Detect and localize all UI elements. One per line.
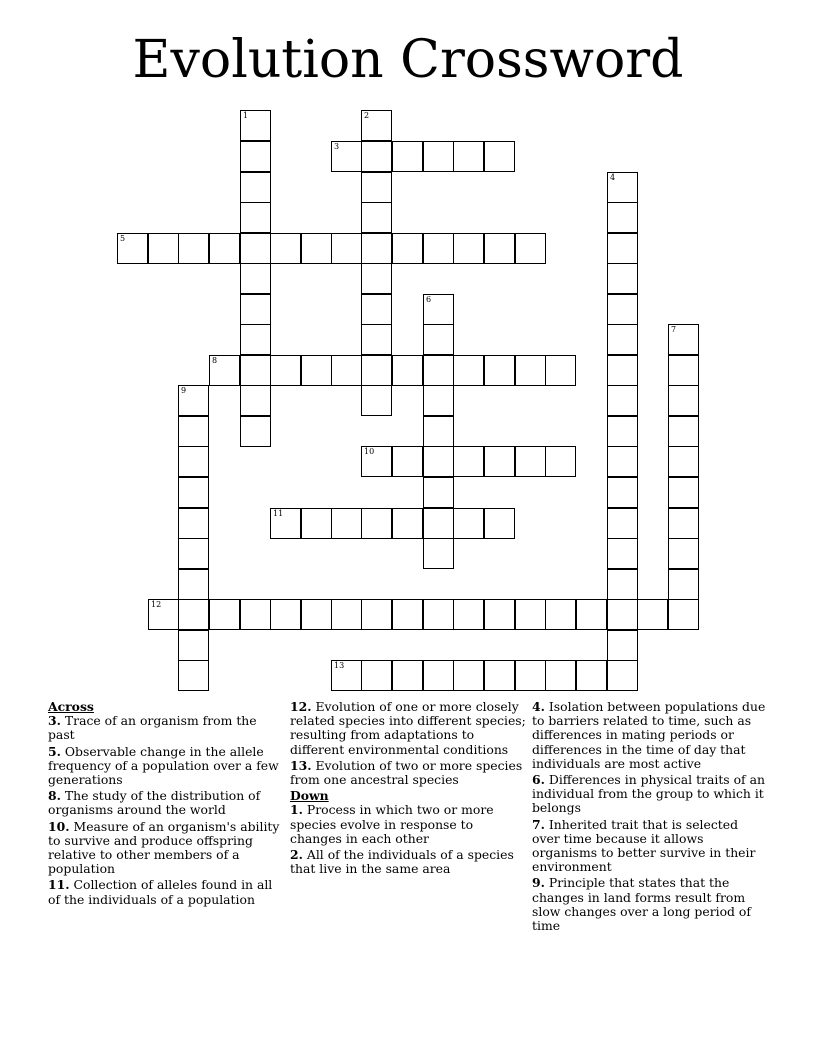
crossword-cell[interactable]: [668, 385, 699, 416]
clue-number: 13.: [290, 757, 312, 773]
crossword-cell[interactable]: [361, 385, 392, 416]
cell-number: 3: [334, 142, 340, 151]
crossword-cell[interactable]: [392, 599, 423, 630]
crossword-cell[interactable]: [209, 233, 240, 264]
crossword-cell[interactable]: [361, 324, 392, 355]
cell-number: 13: [334, 661, 345, 670]
crossword-cell[interactable]: [392, 660, 423, 691]
cell-number: 6: [426, 295, 432, 304]
clue-text: Observable change in the allele frequency of a population over a few generations: [48, 743, 279, 788]
clue-across-8: [48, 789, 284, 817]
crossword-cell[interactable]: [484, 233, 515, 264]
crossword-cell[interactable]: [423, 477, 454, 508]
crossword-cell[interactable]: [178, 477, 209, 508]
clue-text: Evolution of two or more species from one ancestral species: [290, 757, 523, 788]
crossword-cell[interactable]: [484, 141, 515, 172]
crossword-cell[interactable]: [545, 599, 576, 630]
crossword-cell[interactable]: [178, 416, 209, 447]
crossword-cell[interactable]: [270, 599, 301, 630]
crossword-cell[interactable]: [270, 233, 301, 264]
crossword-cell[interactable]: [607, 324, 638, 355]
crossword-cell[interactable]: [361, 355, 392, 386]
crossword-cell[interactable]: [668, 355, 699, 386]
crossword-cell[interactable]: [668, 599, 699, 630]
crossword-cell[interactable]: [178, 660, 209, 691]
clue-down-6: [532, 773, 768, 816]
crossword-cell[interactable]: [607, 599, 638, 630]
clues-column-3: [532, 700, 768, 935]
clue-across-12: [290, 700, 526, 757]
crossword-cell[interactable]: [240, 599, 271, 630]
crossword-cell[interactable]: [361, 508, 392, 539]
crossword-cell[interactable]: [484, 508, 515, 539]
crossword-cell[interactable]: [240, 233, 271, 264]
crossword-cell[interactable]: [607, 569, 638, 600]
crossword-cell[interactable]: [668, 324, 699, 355]
clue-number: 12.: [290, 699, 312, 714]
clue-number: 11.: [48, 877, 70, 893]
crossword-cell[interactable]: [392, 446, 423, 477]
clue-across-10: [48, 820, 284, 877]
clue-text: Inherited trait that is selected over time because it allows organisms to better survive in their environment: [532, 816, 756, 875]
crossword-cell[interactable]: [607, 172, 638, 203]
crossword-cell[interactable]: [361, 141, 392, 172]
crossword-cell[interactable]: [331, 141, 362, 172]
crossword-cell[interactable]: [576, 599, 607, 630]
crossword-cell[interactable]: [668, 538, 699, 569]
crossword-cell[interactable]: [178, 538, 209, 569]
crossword-cell[interactable]: [148, 233, 179, 264]
crossword-cell[interactable]: [361, 110, 392, 141]
crossword-cell[interactable]: [240, 263, 271, 294]
crossword-cell[interactable]: [270, 355, 301, 386]
crossword-cell[interactable]: [178, 385, 209, 416]
crossword-cell[interactable]: [301, 355, 332, 386]
cell-number: 2: [364, 111, 370, 120]
crossword-cell[interactable]: [361, 660, 392, 691]
crossword-cell[interactable]: [361, 202, 392, 233]
cell-number: 12: [151, 600, 162, 609]
clue-across-13: [290, 759, 526, 787]
clue-text: The study of the distribution of organisms around the world: [48, 788, 261, 818]
crossword-cell[interactable]: [178, 446, 209, 477]
crossword-cell[interactable]: [545, 660, 576, 691]
crossword-cell[interactable]: [240, 202, 271, 233]
crossword-cell[interactable]: [270, 508, 301, 539]
crossword-cell[interactable]: [331, 599, 362, 630]
crossword-cell[interactable]: [607, 202, 638, 233]
crossword-cell[interactable]: [331, 355, 362, 386]
crossword-cell[interactable]: [423, 141, 454, 172]
clue-number: 2.: [290, 847, 303, 863]
clue-number: 8.: [48, 788, 61, 804]
crossword-cell[interactable]: [484, 599, 515, 630]
crossword-cell[interactable]: [148, 599, 179, 630]
crossword-cell[interactable]: [392, 233, 423, 264]
clues-column-1: [48, 700, 284, 909]
crossword-cell[interactable]: [607, 630, 638, 661]
crossword-cell[interactable]: [301, 599, 332, 630]
clue-number: 5.: [48, 743, 61, 759]
crossword-cell[interactable]: [453, 599, 484, 630]
clue-down-4: [532, 700, 768, 771]
clue-text: All of the individuals of a species that live in the same area: [290, 847, 514, 877]
clue-number: 6.: [532, 772, 545, 788]
crossword-cell[interactable]: [453, 660, 484, 691]
crossword-cell[interactable]: [361, 446, 392, 477]
clue-across-3: [48, 714, 284, 742]
cell-number: 10: [364, 447, 375, 456]
crossword-cell[interactable]: [453, 233, 484, 264]
crossword-cell[interactable]: [607, 263, 638, 294]
crossword-cell[interactable]: [515, 233, 546, 264]
crossword-cell[interactable]: [178, 508, 209, 539]
crossword-cell[interactable]: [240, 385, 271, 416]
clue-text: Collection of alleles found in all of the individuals of a population: [48, 877, 273, 907]
crossword-cell[interactable]: [484, 660, 515, 691]
crossword-cell[interactable]: [392, 508, 423, 539]
crossword-cell[interactable]: [331, 508, 362, 539]
crossword-cell[interactable]: [240, 294, 271, 325]
crossword-cell[interactable]: [637, 599, 668, 630]
clue-across-5: [48, 745, 284, 788]
crossword-cell[interactable]: [392, 141, 423, 172]
clue-number: 4.: [532, 699, 545, 714]
crossword-cell[interactable]: [423, 324, 454, 355]
clue-text: Principle that states that the changes in land forms result from slow changes over a long period of time: [532, 875, 751, 934]
clue-down-9: [532, 876, 768, 933]
clue-across-11: [48, 878, 284, 906]
crossword-cell[interactable]: [240, 355, 271, 386]
clue-down-2: [290, 848, 526, 876]
clue-text: Process in which two or more species evolve in response to changes in each other: [290, 802, 494, 846]
down-heading: Down: [290, 788, 329, 804]
crossword-cell[interactable]: [361, 599, 392, 630]
crossword-cell[interactable]: [607, 233, 638, 264]
crossword-cell[interactable]: [484, 355, 515, 386]
crossword-cell[interactable]: [423, 660, 454, 691]
clue-number: 7.: [532, 816, 545, 832]
crossword-cell[interactable]: [240, 141, 271, 172]
clue-number: 10.: [48, 818, 70, 834]
crossword-cell[interactable]: [178, 233, 209, 264]
crossword-cell[interactable]: [423, 599, 454, 630]
crossword-cell[interactable]: [301, 233, 332, 264]
crossword-cell[interactable]: [209, 355, 240, 386]
crossword-cell[interactable]: [301, 508, 332, 539]
crossword-cell[interactable]: [423, 538, 454, 569]
crossword-cell[interactable]: [117, 233, 148, 264]
crossword-cell[interactable]: [423, 446, 454, 477]
crossword-cell[interactable]: [607, 385, 638, 416]
clue-number: 9.: [532, 875, 545, 891]
crossword-cell[interactable]: [453, 508, 484, 539]
crossword-cell[interactable]: [515, 599, 546, 630]
crossword-cell[interactable]: [607, 355, 638, 386]
clue-text: Isolation between populations due to barriers related to time, such as differences in mating periods or differences in the time of day that individuals are most active: [532, 699, 766, 771]
crossword-cell[interactable]: [607, 416, 638, 447]
page-title: Evolution Crossword: [132, 30, 684, 90]
cell-number: 8: [212, 356, 218, 365]
crossword-cell[interactable]: [240, 324, 271, 355]
crossword-cell[interactable]: [668, 416, 699, 447]
crossword-cell[interactable]: [331, 233, 362, 264]
crossword-cell[interactable]: [423, 233, 454, 264]
clue-text: Evolution of one or more closely related species into different species; resulting from adaptations to different environmental conditions: [290, 699, 526, 757]
crossword-cell[interactable]: [515, 355, 546, 386]
crossword-cell[interactable]: [668, 477, 699, 508]
crossword-cell[interactable]: [331, 660, 362, 691]
crossword-cell[interactable]: [453, 446, 484, 477]
crossword-cell[interactable]: [607, 477, 638, 508]
crossword-cell[interactable]: [668, 446, 699, 477]
crossword-cell[interactable]: [361, 263, 392, 294]
crossword-cell[interactable]: [178, 630, 209, 661]
crossword-cell[interactable]: [240, 416, 271, 447]
cell-number: 5: [120, 234, 126, 243]
crossword-cell[interactable]: [668, 569, 699, 600]
crossword-cell[interactable]: [240, 110, 271, 141]
cell-number: 1: [243, 111, 249, 120]
across-heading: Across: [48, 699, 94, 714]
crossword-cell[interactable]: [607, 446, 638, 477]
crossword-cell[interactable]: [453, 141, 484, 172]
crossword-cell[interactable]: [178, 599, 209, 630]
clues-column-2: [290, 700, 526, 878]
crossword-cell[interactable]: [361, 233, 392, 264]
crossword-cell[interactable]: [423, 416, 454, 447]
crossword-cell[interactable]: [515, 660, 546, 691]
clue-number: 3.: [48, 713, 61, 729]
clue-down-1: [290, 803, 526, 846]
crossword-cell[interactable]: [392, 355, 423, 386]
crossword-cell[interactable]: [576, 660, 607, 691]
crossword-cell[interactable]: [209, 599, 240, 630]
crossword-cell[interactable]: [453, 355, 484, 386]
crossword-cell[interactable]: [484, 446, 515, 477]
crossword-cell[interactable]: [423, 294, 454, 325]
crossword-cell[interactable]: [607, 294, 638, 325]
clue-down-7: [532, 818, 768, 875]
crossword-cell[interactable]: [607, 538, 638, 569]
crossword-cell[interactable]: [515, 446, 546, 477]
cell-number: 9: [181, 386, 187, 395]
crossword-cell[interactable]: [423, 385, 454, 416]
crossword-cell[interactable]: [668, 508, 699, 539]
clue-number: 1.: [290, 802, 303, 818]
crossword-cell[interactable]: [607, 508, 638, 539]
crossword-cell[interactable]: [361, 172, 392, 203]
crossword-cell[interactable]: [545, 446, 576, 477]
crossword-cell[interactable]: [240, 172, 271, 203]
cell-number: 11: [273, 509, 284, 518]
clue-text: Measure of an organism's ability to survive and produce offspring relative to other members of a population: [48, 818, 280, 877]
crossword-cell[interactable]: [178, 569, 209, 600]
cell-number: 4: [610, 173, 616, 182]
clue-text: Trace of an organism from the past: [48, 713, 257, 743]
cell-number: 7: [671, 325, 677, 334]
crossword-cell[interactable]: [607, 660, 638, 691]
crossword-cell[interactable]: [545, 355, 576, 386]
crossword-cell[interactable]: [423, 508, 454, 539]
crossword-cell[interactable]: [361, 294, 392, 325]
clue-text: Differences in physical traits of an individual from the group to which it belongs: [532, 772, 765, 816]
crossword-cell[interactable]: [423, 355, 454, 386]
